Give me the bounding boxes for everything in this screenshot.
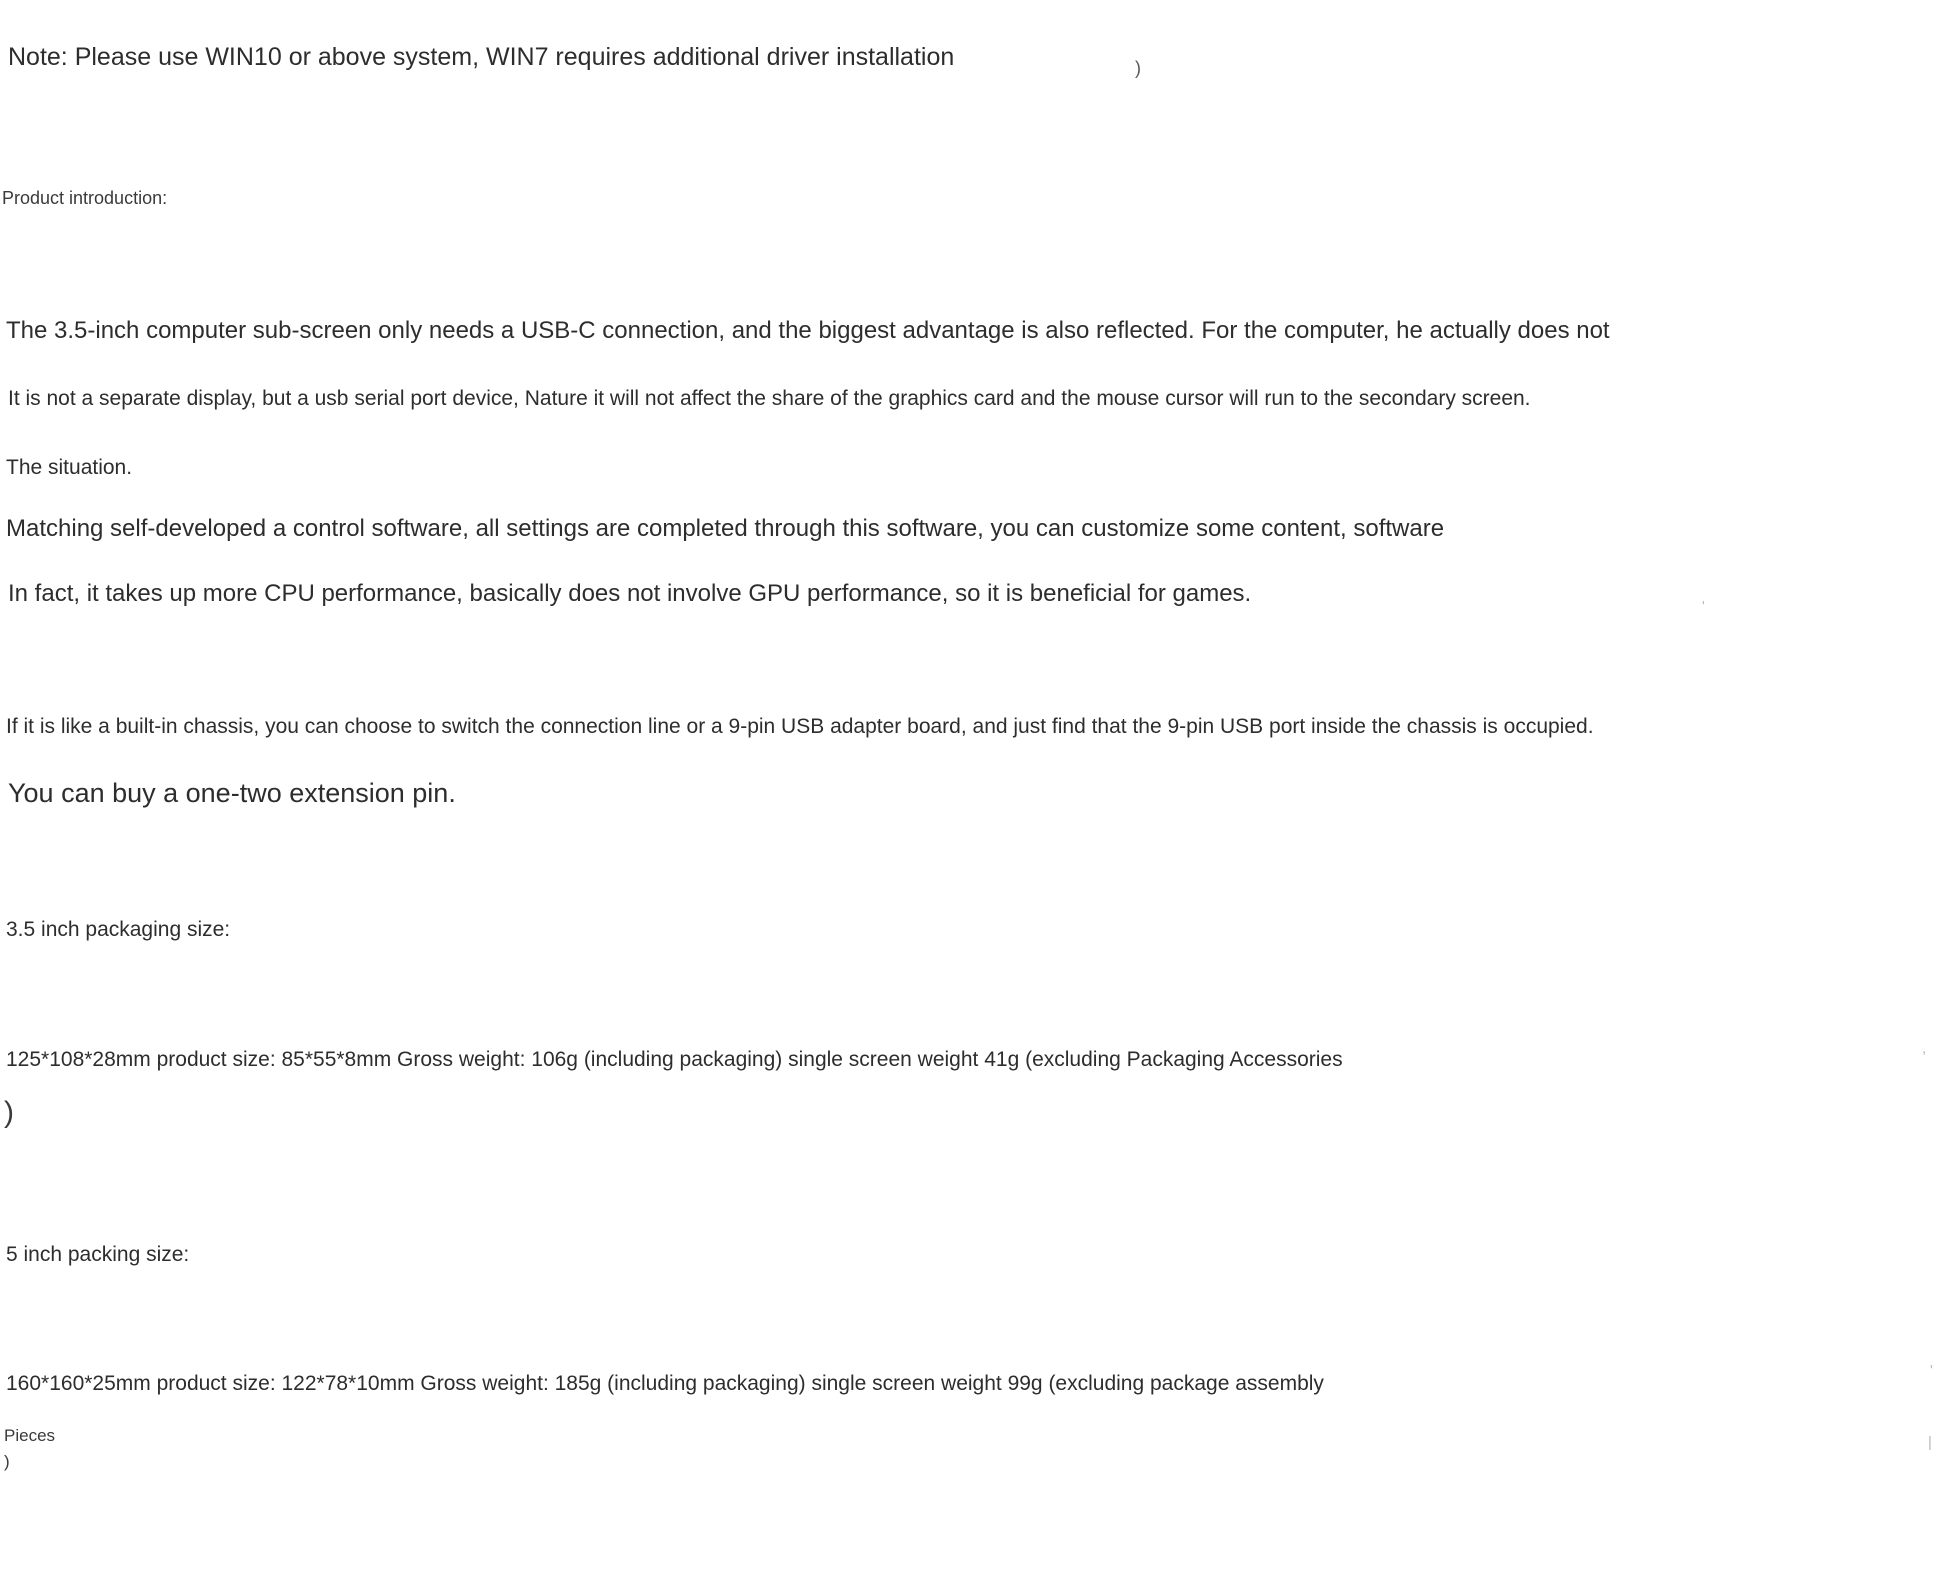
- packaging-detail-5-inch-continuation: Pieces: [4, 1426, 56, 1445]
- note-trailing-mark: ): [1135, 58, 1141, 78]
- scan-artifact-mark-2: ,: [1922, 1040, 1927, 1057]
- intro-paragraph-line-3: The situation.: [6, 456, 133, 479]
- packaging-detail-3-5-inch: 125*108*28mm product size: 85*55*8mm Gross weight: 106g (including packaging) single screen weight 41g (excluding Packaging Accessories: [6, 1048, 1343, 1071]
- scan-artifact-mark-1: ': [1702, 598, 1705, 615]
- packaging-heading-3-5-inch: 3.5 inch packaging size:: [6, 918, 231, 941]
- scan-artifact-mark-4: |: [1928, 1434, 1932, 1451]
- system-requirement-note: Note: Please use WIN10 or above system, WIN7 requires additional driver installation: [8, 43, 955, 71]
- packaging-detail-5-inch-close-paren: ): [4, 1452, 10, 1471]
- chassis-paragraph-line-2: You can buy a one-two extension pin.: [8, 778, 456, 808]
- chassis-paragraph-line-1: If it is like a built-in chassis, you can choose to switch the connection line or a 9-pin USB adapter board, and just find that the 9-pin USB port inside the chassis is occupied.: [6, 715, 1594, 738]
- product-introduction-heading: Product introduction:: [2, 188, 168, 208]
- packaging-detail-5-inch: 160*160*25mm product size: 122*78*10mm Gross weight: 185g (including packaging) single screen weight 99g (excluding package assembly: [6, 1372, 1324, 1395]
- packaging-heading-5-inch: 5 inch packing size:: [6, 1243, 190, 1266]
- software-paragraph-line-2: In fact, it takes up more CPU performance, basically does not involve GPU performance, so it is beneficial for games.: [8, 580, 1252, 607]
- intro-paragraph-line-1: The 3.5-inch computer sub-screen only needs a USB-C connection, and the biggest advantage is also reflected. For the computer, he actually does not: [6, 317, 1610, 344]
- scan-artifact-mark-3: ': [1930, 1362, 1933, 1379]
- intro-paragraph-line-2: It is not a separate display, but a usb serial port device, Nature it will not affect the share of the graphics card and the mouse cursor will run to the secondary screen.: [8, 387, 1531, 410]
- packaging-detail-3-5-inch-close-paren: ): [4, 1096, 14, 1129]
- software-paragraph-line-1: Matching self-developed a control software, all settings are completed through this software, you can customize some content, software: [6, 515, 1445, 542]
